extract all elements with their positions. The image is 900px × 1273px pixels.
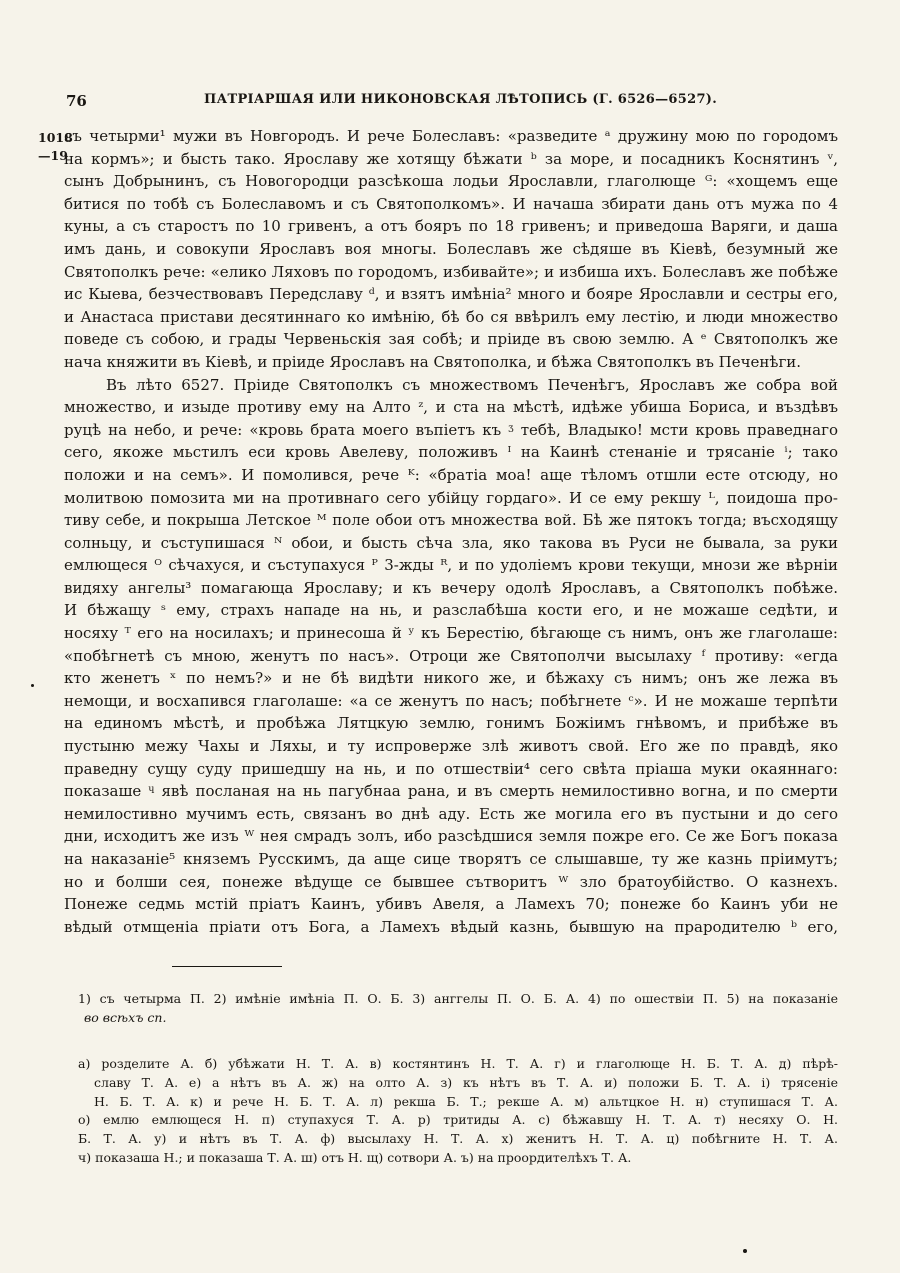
text-line: Въ лѣто 6527. Пріиде Святополкъ съ множествомъ Печенѣгъ, Ярославъ же собра вой	[106, 375, 838, 394]
text-line: положи и на семъ». И помолився, рече ᴷ: «братіа моа! аще тѣломъ отшли есте отсюду, но	[64, 465, 838, 484]
text-line: вѣдый отмщеніа пріати отъ Бога, а Ламехъ вѣдый казнь, бывшую на прародителю ᵇ его,	[64, 917, 838, 936]
text-line: «побѣгнетѣ съ мною, женутъ по насъ». Отроци же Святополчи высылаху ᶠ противу: «егда	[64, 646, 838, 665]
text-line: нача княжити въ Кіевѣ, и пріиде Ярославъ на Святополка, и бѣжа Святополкъ въ Печенѣги.	[64, 352, 802, 371]
lettered-variants	[78, 1055, 838, 1168]
text-line: имъ дань, и совокупи Ярославъ воя многы. Болеславъ же сѣдяше въ Кіевѣ, безумный же	[64, 239, 838, 258]
text-line: и Анастаса пристави десятиннаго ко имѣнію, бѣ бо ся ввѣрилъ ему лестію, и люди множество	[64, 307, 838, 326]
ink-speck	[31, 684, 34, 687]
text-line: поведе съ собою, и грады Червеньскія зая собѣ; и пріиде въ свою землю. А ᵉ Святополкъ же	[64, 330, 838, 349]
variant-line: о) емлю емлющеся Н. п) ступахуся Т. А. р) тритиды А. с) бѣжавшу Н. Т. А. т) несяху О. Н.	[78, 1112, 838, 1128]
numbered-footnotes	[78, 990, 838, 1028]
ink-speck	[743, 1249, 747, 1253]
margin-year-bottom: —19	[38, 148, 68, 163]
text-line: ис Кыева, безчествовавъ Передславу ᵈ, и взятъ имѣніа² много и бояре Ярославли и сестры его,	[64, 285, 838, 304]
text-line: Святополкъ рече: «елико Ляховъ по городомъ, избивайте»; и избиша ихъ. Болеславъ же побѣже	[64, 262, 838, 281]
text-line: сынъ Добрынинъ, съ Новогородци разсѣкоша лодьи Ярославли, глаголюще ᴳ: «хощемъ еще	[64, 172, 838, 191]
text-line: Понеже седмь мстій пріатъ Каинъ, убивъ Авеля, а Ламехъ 70; понеже бо Каинъ уби не	[64, 895, 838, 914]
text-line: немощи, и восхапився глаголаше: «а се женутъ по насъ; побѣгнете ᶜ». И не можаше терпѣти	[64, 691, 838, 710]
text-line: емлющеся ᴼ сѣчахуся, и съступахуся ᴾ 3-жды ᴿ, и по удоліемъ крови текущи, мнози же вѣрніи	[64, 556, 838, 575]
text-line: съ четырми¹ мужи въ Новгородъ. И рече Болеславъ: «разведите ᵃ дружину мою по городомъ	[64, 127, 838, 145]
footnote-line: во всѣхъ сп.	[84, 1009, 167, 1025]
text-line: сего, якоже мьстилъ еси кровь Авелеву, положивъ ᴵ на Каинѣ стенаніе и трясаніе ⁱ; тако	[64, 443, 838, 462]
text-line: на единомъ мѣстѣ, и пробѣжа Лятцкую землю, гонимъ Божіимъ гнѣвомъ, и прибѣже въ	[64, 714, 838, 733]
text-line: показаше ᶣ явѣ посланая на нь пагубнаа рана, и въ смерть немилостивно вогна, и по смерти	[64, 782, 838, 801]
text-line: носяху ᵀ его на носилахъ; и принесоша й ʸ къ Берестію, бѣгающе съ нимъ, онъ же глаголаше:	[64, 624, 838, 643]
text-line: дни, исходитъ же изъ ᵂ нея смрадъ золъ, ибо разсѣдшися земля пожре его. Се же Богъ показа	[64, 827, 838, 846]
variant-line: ч) показаша Н.; и показаша Т. А. ш) отъ Н. щ) сотвори А. ъ) на проордителѣхъ Т. А.	[78, 1149, 632, 1165]
text-line: но и болши сея, понеже вѣдуще се бывшее сътворитъ ᵂ зло братоубійство. О казнехъ.	[64, 872, 838, 891]
text-line: на кормъ»; и бысть тако. Ярославу же хотящу бѣжати ᵇ за море, и посадникъ Коснятинъ ᵛ,	[64, 149, 838, 168]
margin-year-top: 1018	[38, 130, 73, 145]
text-line: куны, а съ старостъ по 10 гривенъ, а отъ бояръ по 18 гривенъ; и приведоша Варяги, и даша	[64, 217, 838, 236]
running-head: ПАТРІАРШАЯ ИЛИ НИКОНОВСКАЯ ЛѢТОПИСЬ (Г. 6526—6527).	[204, 92, 718, 107]
text-line: битися по тобѣ съ Болеславомъ и съ Святополкомъ». И начаша збирати дань отъ мужа по 4	[64, 194, 838, 213]
text-line: на наказаніе⁵ княземъ Русскимъ, да аще сице творятъ се слышавше, ту же казнь пріимутъ;	[64, 850, 838, 868]
footnote-separator	[172, 966, 282, 967]
text-line: кто женетъ ˣ по немъ?» и не бѣ видѣти никого же, и бѣжаху съ нимъ; онъ же лежа въ	[64, 669, 838, 688]
footnote-line: 1) съ четырма П. 2) имѣніе имѣніа П. О. Б. 3) анггелы П. О. Б. А. 4) по ошествіи П. 5) на показаніе	[78, 991, 838, 1006]
variant-line: Б. Т. А. у) и нѣтъ въ Т. А. ф) высылаху Н. Т. А. х) женитъ Н. Т. А. ц) побѣгните Н. Т. А.	[78, 1131, 838, 1147]
text-line: пустыню межу Чахы и Ляхы, и ту испроверже злѣ животъ свой. Его же по правдѣ, яко	[64, 737, 838, 756]
variant-line: а) розделите А. б) убѣжати Н. Т. А. в) костянтинъ Н. Т. А. г) и глаголюще Н. Б. Т. А. д) пѣрѣ-	[78, 1056, 838, 1071]
variant-line: славу Т. А. е) а нѣтъ въ А. ж) на олто А. з) къ нѣтъ въ Т. А. и) положи Б. Т. А. і) трясеніе	[94, 1074, 838, 1090]
text-line: И бѣжащу ˢ ему, страхъ нападе на нь, и разслабѣша кости его, и не можаше седѣти, и	[64, 601, 838, 620]
text-line: праведну сущу суду пришедшу на нь, и по отшествіи⁴ сего свѣта пріаша муки окаяннаго:	[64, 759, 838, 778]
text-line: тиву себе, и покрыша Летское ᴹ поле обои отъ множества вой. Бѣ же пятокъ тогда; въсходящу	[64, 511, 838, 530]
text-line: руцѣ на небо, и рече: «кровь брата моего въпіетъ къ ᶾ тебѣ, Владыко! мсти кровь праведнаго	[64, 420, 838, 439]
text-line: видяху ангелы³ помагающа Ярославу; и къ вечеру одолѣ Ярославъ, а Святополкъ побѣже.	[64, 578, 838, 597]
text-line: солньцу, и съступишася ᴺ обои, и бысть сѣча зла, яко такова въ Руси не бывала, за руки	[64, 533, 838, 552]
text-line: множество, и изыде противу ему на Алто ᶻ, и ста на мѣстѣ, идѣже убиша Бориса, и въздѣвъ	[64, 398, 838, 417]
page-number: 76	[66, 92, 87, 110]
chronicle-text	[64, 125, 838, 938]
text-line: немилостивно мучимъ есть, связанъ во днѣ аду. Есть же могила его въ пустыни и до сего	[64, 804, 838, 823]
variant-line: Н. Б. Т. А. к) и рече Н. Б. Т. А. л) рекша Б. Т.; рекше А. м) альтцкое Н. н) ступишася Т. А.	[94, 1093, 838, 1109]
text-line: молитвою помозита ми на противнаго сего убійцу гордаго». И се ему рекшу ᴸ, поидоша про-	[64, 488, 838, 507]
